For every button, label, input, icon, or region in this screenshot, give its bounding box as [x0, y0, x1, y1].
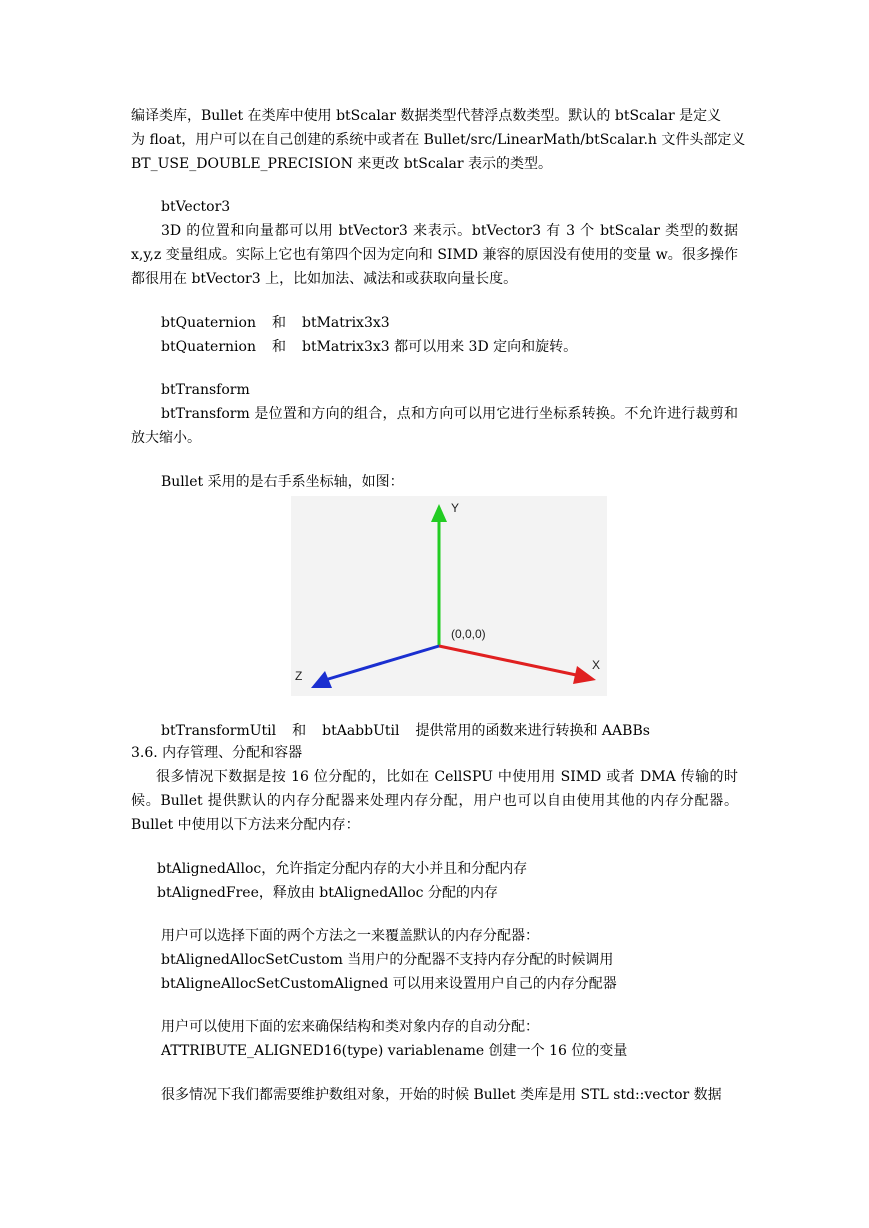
override-intro: 用户可以选择下面的两个方法之一来覆盖默认的内存分配器：: [161, 928, 539, 944]
x-axis-line: [439, 646, 581, 676]
btvector3-title: btVector3: [161, 199, 231, 215]
util-c: 提供常用的函数来进行转换和 AABBs: [415, 723, 650, 739]
y-axis-arrowhead: [431, 504, 447, 522]
quaternion-body-b: btMatrix3x3 都可以用来 3D 定向和旋转。: [301, 339, 578, 355]
memory-body: 很多情况下数据是按 16 位分配的，比如在 CellSPU 中使用用 SIMD 或者 DMA 传输的时候。Bullet 提供默认的内存分配器来处理内存分配，用户也可以自由使用其他的内存分配器。Bullet 中使用以下方法来分配内存：: [131, 769, 738, 833]
intro-line-1: 编译类库，Bullet 在类库中使用 btScalar 数据类型代替浮点数类型。默认的 btScalar 是定义: [131, 108, 722, 124]
set-custom-line: btAlignedAllocSetCustom 当用户的分配器不支持内存分配的时候调用: [161, 952, 614, 968]
util-a: btTransformUtil: [161, 723, 277, 739]
aligned-free-line: btAlignedFree，释放由 btAlignedAlloc 分配的内存: [157, 885, 498, 901]
z-axis-label: Z: [295, 669, 303, 683]
util-line: [161, 719, 738, 743]
macro-line: ATTRIBUTE_ALIGNED16(type) variablename 创建一个 16 位的变量: [161, 1043, 628, 1059]
intro-line-3: BT_USE_DOUBLE_PRECISION 来更改 btScalar 表示的类型。: [131, 156, 553, 172]
coordinate-intro: Bullet 采用的是右手系坐标轴，如图：: [161, 474, 404, 490]
transform-title: btTransform: [161, 382, 250, 398]
transform-body: btTransform 是位置和方向的组合，点和方向可以用它进行坐标系转换。不允许进行裁剪和放大缩小。: [131, 406, 738, 446]
quaternion-title-and: 和: [271, 315, 286, 331]
quaternion-title-b: btMatrix3x3: [301, 315, 390, 331]
quaternion-body-and: 和: [271, 339, 286, 355]
intro-line-2: 为 float，用户可以在自己创建的系统中或者在 Bullet/src/LinearMath/btScalar.h 文件头部定义: [131, 132, 746, 148]
quaternion-title-a: btQuaternion: [161, 315, 256, 331]
btvector3-body: 3D 的位置和向量都可以用 btVector3 来表示。btVector3 有 3 个 btScalar 类型的数据 x,y,z 变量组成。实际上它也有第四个因为定向和 SIMD 兼容的原因没有使用的变量 w。很多操作都很用在 btVector3 上，比如加法、减法和或获取向量长度。: [131, 223, 738, 287]
quaternion-body-a: btQuaternion: [161, 339, 256, 355]
coordinate-axes-figure: [291, 496, 607, 696]
macro-intro: 用户可以使用下面的宏来确保结构和类对象内存的自动分配：: [161, 1019, 539, 1035]
aligned-alloc-line: btAlignedAlloc，允许指定分配内存的大小并且和分配内存: [157, 861, 528, 877]
util-and: 和: [292, 723, 307, 739]
y-axis-label: Y: [451, 501, 460, 515]
origin-label: (0,0,0): [451, 627, 486, 641]
section-heading: 3.6. 内存管理、分配和容器: [131, 745, 303, 761]
x-axis-label: X: [592, 658, 601, 672]
set-custom-aligned-line: btAligneAllocSetCustomAligned 可以用来设置用户自己的内存分配器: [161, 976, 617, 992]
util-b: btAabbUtil: [322, 723, 400, 739]
quaternion-body: [161, 335, 738, 359]
z-axis-line: [325, 646, 439, 680]
quaternion-title: [161, 311, 738, 335]
last-line: 很多情况下我们都需要维护数组对象，开始的时候 Bullet 类库是用 STL std::vector 数据: [161, 1087, 722, 1103]
